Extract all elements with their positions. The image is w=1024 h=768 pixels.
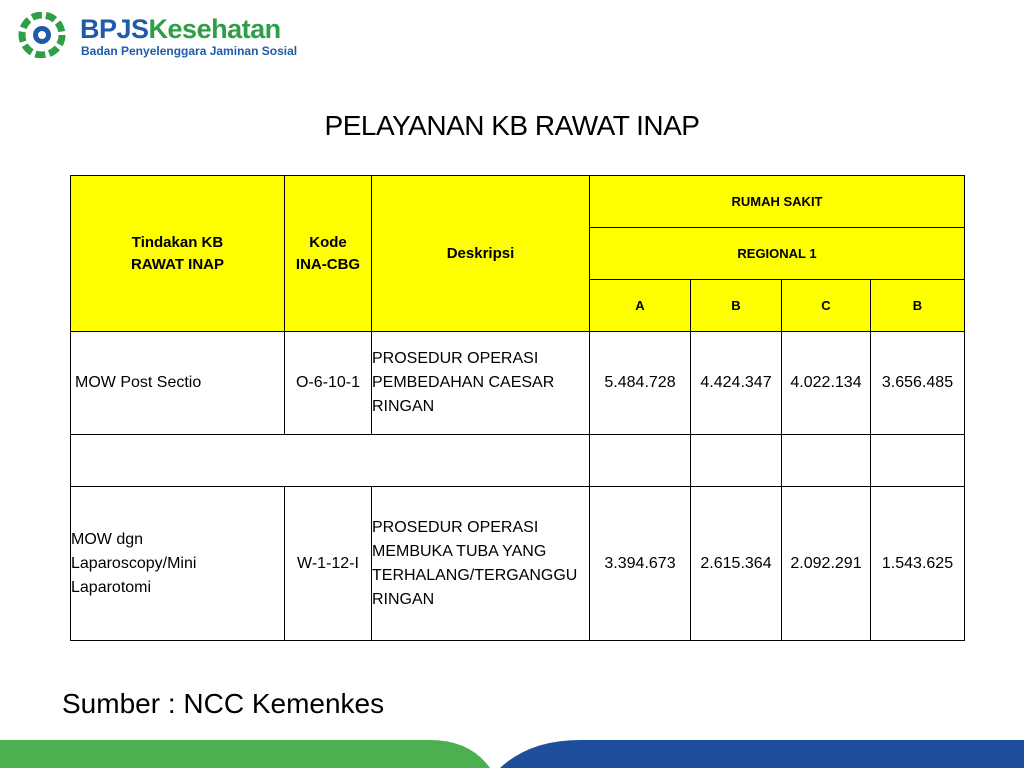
header-kode — [285, 176, 372, 332]
header-rumah-sakit: RUMAH SAKIT — [590, 176, 965, 228]
header-deskripsi-label: Deskripsi — [446, 244, 515, 262]
cell-value-a: 5.484.728 — [590, 332, 691, 435]
header-kode-label: Kode INA-CBG — [295, 233, 361, 273]
cell-value-a: 3.394.673 — [590, 487, 691, 641]
cell-value-c: 2.092.291 — [782, 487, 871, 641]
table-row — [71, 487, 965, 641]
cell-tindakan — [71, 332, 285, 435]
logo-brand-bpjs: BPJS — [80, 14, 149, 44]
source-note: Sumber : NCC Kemenkes — [62, 688, 385, 719]
cell-tindakan-text: MOW Post Sectio — [75, 374, 202, 391]
cell-tindakan — [71, 487, 285, 641]
bpjs-logo — [18, 12, 298, 60]
cell-value-b: 2.615.364 — [691, 487, 782, 641]
table-row — [71, 332, 965, 435]
cell-value-b2: 3.656.485 — [871, 332, 965, 435]
header-class-a: A — [590, 280, 691, 332]
cell-empty-merged — [71, 435, 590, 487]
header-regional: REGIONAL 1 — [590, 228, 965, 280]
header-tindakan-label: Tindakan KB RAWAT INAP — [130, 233, 225, 273]
cell-deskripsi-text: PROSEDUR OPERASI PEMBEDAHAN CAESAR RINGAN — [372, 350, 555, 415]
header-deskripsi — [372, 176, 590, 332]
header-tindakan — [71, 176, 285, 332]
cell-deskripsi — [372, 487, 590, 641]
cell-empty-b2 — [871, 435, 965, 487]
logo-brand — [80, 14, 281, 45]
table-row-empty — [71, 435, 965, 487]
header-class-b: B — [691, 280, 782, 332]
cell-value-b2: 1.543.625 — [871, 487, 965, 641]
cell-empty-c — [782, 435, 871, 487]
header-class-c: C — [782, 280, 871, 332]
cell-kode: O-6-10-1 — [285, 332, 372, 435]
cell-empty-b — [691, 435, 782, 487]
cell-tindakan-text: MOW dgn Laparoscopy/Mini Laparotomi — [71, 530, 197, 596]
cell-deskripsi-text: PROSEDUR OPERASI MEMBUKA TUBA YANG TERHALANG/TERGANGGU RINGAN — [372, 518, 578, 608]
header-class-b2: B — [871, 280, 965, 332]
footer-wave-decoration — [0, 730, 1024, 768]
logo-subtitle: Badan Penyelenggara Jaminan Sosial — [81, 44, 298, 58]
tariff-table — [70, 175, 965, 641]
cell-value-c: 4.022.134 — [782, 332, 871, 435]
cell-empty-a — [590, 435, 691, 487]
page-title: PELAYANAN KB RAWAT INAP — [324, 110, 700, 141]
cell-kode: W-1-12-I — [285, 487, 372, 641]
cell-deskripsi — [372, 332, 590, 435]
cell-value-b: 4.424.347 — [691, 332, 782, 435]
bpjs-emblem-icon — [18, 12, 70, 58]
logo-brand-kesehatan: Kesehatan — [148, 14, 281, 44]
